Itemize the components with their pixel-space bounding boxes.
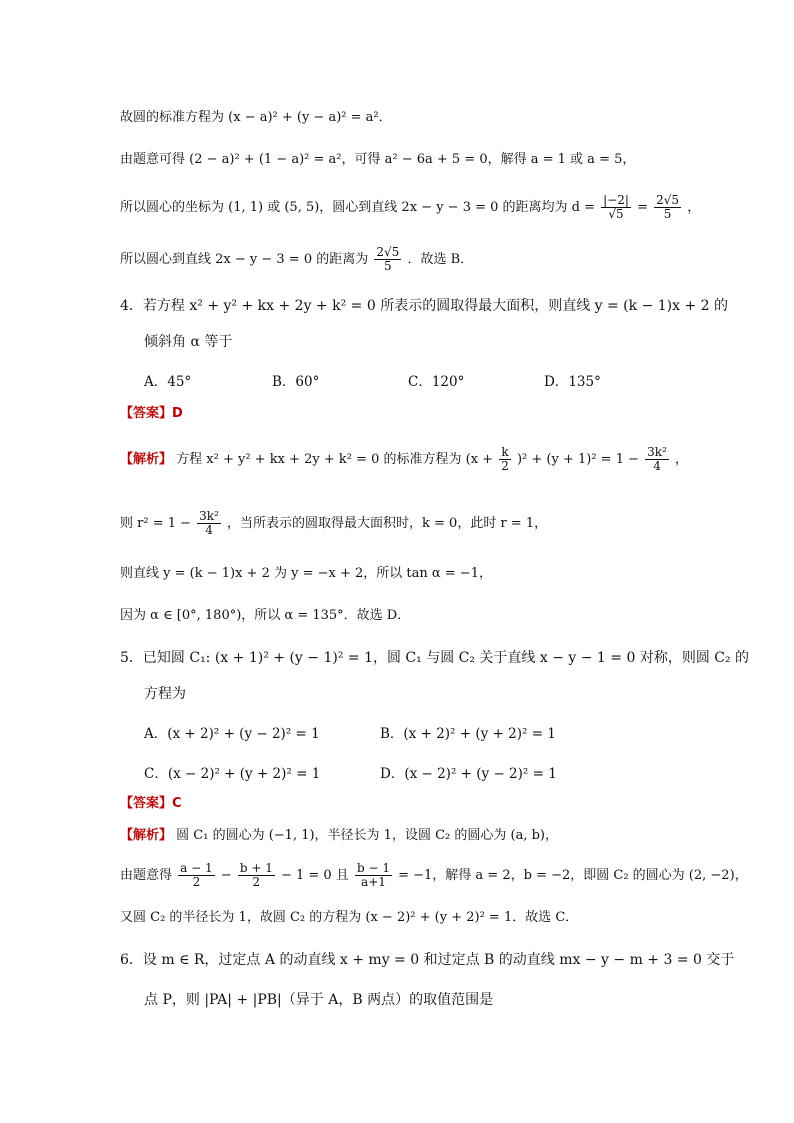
option-b: B．60° (272, 374, 320, 390)
option-a: A．45° (144, 374, 192, 390)
solution-line: 由题意可得 (2 − a)² + (1 − a)² = a²，可得 a² − 6a + 5 = 0，解得 a = 1 或 a = 5， (120, 152, 636, 167)
option-c: C．(x − 2)² + (y + 2)² = 1 (144, 766, 321, 782)
fraction: $\frac{\text{3k²}}{4}$ (199, 509, 219, 538)
fraction: $\frac{a - 1}{2}$ (180, 861, 213, 890)
answer-value: C (172, 796, 182, 811)
fraction: $\frac{b + 1}{2}$ (239, 861, 273, 890)
analysis-line: 又圆 C₂ 的半径长为 1，故圆 C₂ 的方程为 (x − 2)² + (y + 2)² = 1．故选 C． (120, 910, 579, 925)
fraction: $\frac{|-2|}{√5}$ (603, 193, 629, 222)
solution-line: 所以圆心到直线 2x − y − 3 = 0 的距离为 $\frac{2√5}{5}$ ．故选 B． (120, 245, 474, 274)
answer-line (120, 794, 734, 814)
answer-tag: 【答案】 (120, 796, 173, 811)
answer-tag: 【答案】 (120, 406, 173, 421)
question-4-cont: 倾斜角 α 等于 (144, 334, 233, 350)
option-c: C．120° (408, 374, 465, 390)
fraction: $\frac{k}{2}$ (501, 445, 509, 474)
answer-line (120, 404, 734, 424)
fraction: $\frac{b - 1}{a+1}$ (356, 861, 390, 890)
analysis-tag: 【解析】 (120, 828, 173, 843)
analysis-line: 则直线 y = (k − 1)x + 2 为 y = −x + 2，所以 tan α = −1， (120, 566, 492, 581)
analysis-line: 则 r² = 1 − $\frac{\text{3k²}}{4}$ ，当所表示的圆取得最大面积时，k = 0，此时 r = 1， (120, 509, 548, 538)
analysis-tag: 【解析】 (120, 452, 173, 468)
text: 所以圆心的坐标为 (1, 1) 或 (5, 5)，圆心到直线 2x − y − 3 = 0 的距离均为 d = (120, 200, 596, 216)
option-d: D．(x − 2)² + (y − 2)² = 1 (380, 766, 557, 782)
fraction: $\frac{2√5}{5}$ (376, 245, 400, 274)
analysis-line: 【解析】 方程 x² + y² + kx + 2y + k² = 0 的标准方程为 (x + $\frac{k}{2}$ )² + (y + 1)² = 1 − $\frac{\text{3k²}}{4}$ ， (120, 445, 689, 474)
solution-line: 故圆的标准方程为 (x − a)² + (y − a)² = a²． (120, 110, 392, 125)
option-b: B．(x + 2)² + (y + 2)² = 1 (380, 726, 556, 742)
question-6-cont: 点 P，则 |PA| + |PB|（异于 A，B 两点）的取值范围是 (144, 992, 494, 1008)
option-a: A．(x + 2)² + (y − 2)² = 1 (144, 726, 320, 742)
analysis-line: 【解析】 圆 C₁ 的圆心为 (−1, 1)，半径长为 1，设圆 C₂ 的圆心为 (a, b)， (120, 828, 558, 843)
question-4: 4．若方程 x² + y² + kx + 2y + k² = 0 所表示的圆取得最大面积，则直线 y = (k − 1)x + 2 的 (120, 298, 729, 314)
option-d: D．135° (544, 374, 601, 390)
fraction: $\frac{\text{3k²}}{4}$ (647, 445, 667, 474)
analysis-line: 因为 α ∈ [0°, 180°)，所以 α = 135°．故选 D． (120, 608, 411, 623)
answer-value: D (172, 406, 183, 421)
question-6: 6．设 m ∈ R，过定点 A 的动直线 x + my = 0 和过定点 B 的动直线 mx − y − m + 3 = 0 交于 (120, 952, 735, 968)
question-5-cont: 方程为 (144, 686, 186, 702)
fraction: $\frac{2√5}{5}$ (656, 193, 680, 222)
solution-line: 所以圆心的坐标为 (1, 1) 或 (5, 5)，圆心到直线 2x − y − 3 = 0 的距离均为 d = $\frac{|-2|}{√5}$ = $\frac{2√5}{5}$ ， (120, 193, 701, 222)
question-5: 5．已知圆 C₁: (x + 1)² + (y − 1)² = 1，圆 C₁ 与圆 C₂ 关于直线 x − y − 1 = 0 对称，则圆 C₂ 的 (120, 650, 750, 666)
analysis-line: 由题意得 $\frac{a - 1}{2}$ − $\frac{b + 1}{2}$ − 1 = 0 且 $\frac{b - 1}{a+1}$ = −1，解得 a = 2，b = −2，即圆 C₂ 的圆心为 (2, −2)， (120, 861, 748, 890)
